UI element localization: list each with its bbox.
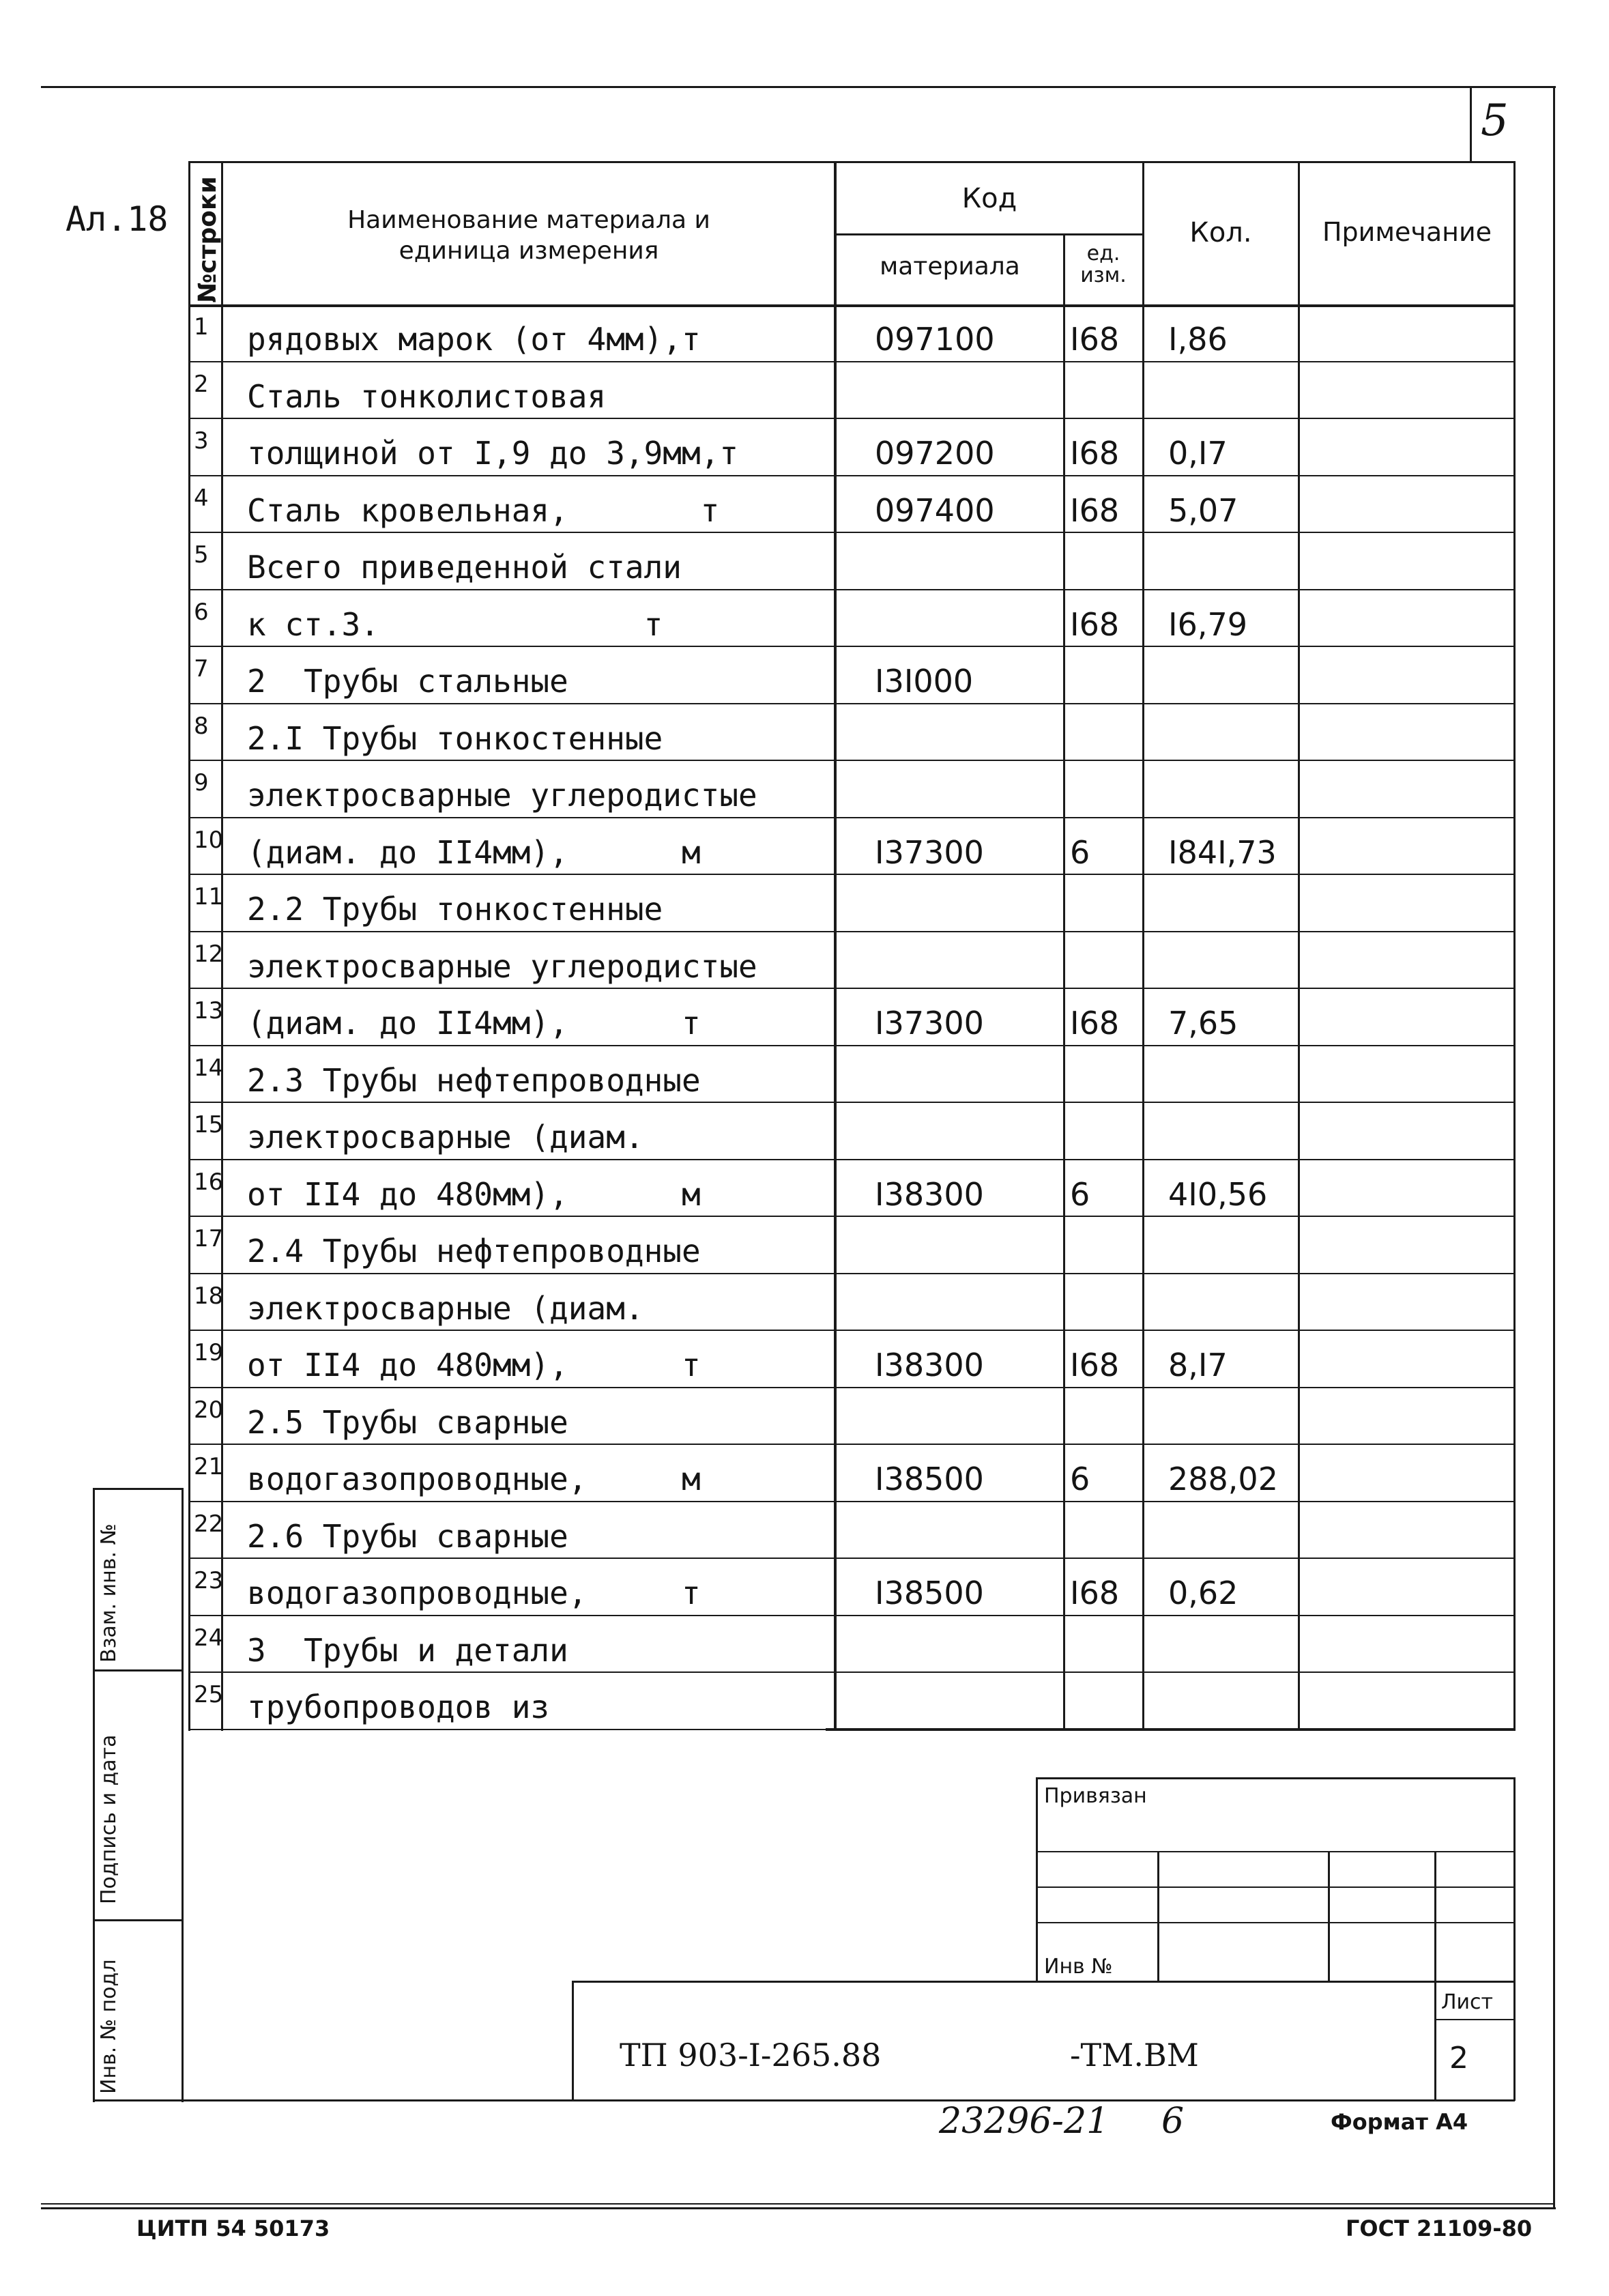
unit-code: I68 bbox=[1070, 1347, 1120, 1383]
row-number: 11 bbox=[194, 883, 224, 910]
row-number: 9 bbox=[194, 769, 209, 797]
row-number: 5 bbox=[194, 541, 209, 569]
row-number: 19 bbox=[194, 1339, 224, 1366]
stamp-replacement-inventory: Взам. инв. № bbox=[97, 1523, 121, 1663]
material-name: от II4 до 480мм), м bbox=[247, 1175, 701, 1213]
header-material-name: Наименование материала и единица измерения bbox=[347, 206, 710, 265]
material-name: 2.2 Трубы тонкостенные bbox=[247, 891, 663, 928]
row-number: 15 bbox=[194, 1111, 224, 1138]
unit-code: I68 bbox=[1070, 321, 1120, 358]
material-code: 097100 bbox=[875, 321, 995, 358]
material-name: 2.I Трубы тонкостенные bbox=[247, 719, 663, 757]
material-code: I38500 bbox=[875, 1575, 984, 1611]
table-row bbox=[0, 534, 1609, 591]
table-row bbox=[0, 363, 1609, 420]
unit-code: I68 bbox=[1070, 1005, 1120, 1042]
material-name: электросварные (диам. bbox=[247, 1289, 644, 1327]
paper-format: Формат А4 bbox=[1331, 2109, 1468, 2135]
material-name: Сталь тонколистовая bbox=[247, 377, 607, 415]
material-name: водогазопроводные, т bbox=[247, 1575, 701, 1611]
row-number: 7 bbox=[194, 655, 209, 683]
row-number: 16 bbox=[194, 1168, 224, 1196]
row-number: 22 bbox=[194, 1510, 224, 1538]
unit-code: 6 bbox=[1070, 833, 1090, 871]
table-row bbox=[0, 1446, 1609, 1503]
material-name: Всего приведенной стали bbox=[247, 549, 682, 586]
page-number: 5 bbox=[1481, 96, 1509, 146]
table-row bbox=[0, 1218, 1609, 1275]
quantity: I,86 bbox=[1168, 321, 1228, 358]
gost-reference: ГОСТ 21109-80 bbox=[1346, 2215, 1533, 2241]
row-number: 25 bbox=[194, 1681, 224, 1708]
quantity: I84I,73 bbox=[1168, 833, 1277, 871]
header-note: Примечание bbox=[1322, 217, 1492, 247]
table-row bbox=[0, 1104, 1609, 1161]
material-code: I38300 bbox=[875, 1175, 984, 1213]
material-name: 2 Трубы стальные bbox=[247, 663, 568, 700]
row-number: 3 bbox=[194, 427, 209, 455]
header-code-unit: ед. изм. bbox=[1080, 242, 1127, 287]
row-number: 18 bbox=[194, 1282, 224, 1310]
album-number: 23296-21 bbox=[939, 2101, 1110, 2142]
table-row bbox=[0, 819, 1609, 876]
material-name: электросварные углеродистые bbox=[247, 777, 757, 814]
table-row bbox=[0, 1674, 1609, 1731]
row-number: 4 bbox=[194, 484, 209, 512]
row-number: 17 bbox=[194, 1225, 224, 1252]
material-name: толщиной от I,9 до 3,9мм,т bbox=[247, 435, 739, 472]
table-row bbox=[0, 1617, 1609, 1674]
table-row bbox=[0, 990, 1609, 1047]
row-number: 6 bbox=[194, 598, 209, 626]
table-row bbox=[0, 933, 1609, 990]
sheet-number: 2 bbox=[1449, 2041, 1468, 2076]
material-name: от II4 до 480мм), т bbox=[247, 1347, 701, 1383]
material-code: I38500 bbox=[875, 1461, 984, 1497]
table-row bbox=[0, 1332, 1609, 1389]
table-row bbox=[0, 762, 1609, 819]
quantity: I6,79 bbox=[1168, 605, 1247, 643]
material-name: 3 Трубы и детали bbox=[247, 1631, 568, 1669]
material-name: 2.4 Трубы нефтепроводные bbox=[247, 1233, 701, 1269]
quantity: 288,02 bbox=[1168, 1461, 1278, 1497]
row-number: 12 bbox=[194, 940, 224, 968]
document-code: ТП 903-I-265.88 bbox=[620, 2037, 882, 2073]
quantity: 5,07 bbox=[1168, 491, 1238, 529]
material-name: к ст.3. т bbox=[247, 605, 663, 643]
row-number: 13 bbox=[194, 997, 224, 1024]
organization-code: ЦИТП 54 50173 bbox=[136, 2215, 330, 2241]
material-code: I37300 bbox=[875, 833, 984, 871]
table-row bbox=[0, 648, 1609, 705]
table-row bbox=[0, 705, 1609, 762]
table-row bbox=[0, 306, 1609, 363]
material-name: (диам. до II4мм), м bbox=[247, 833, 701, 871]
unit-code: I68 bbox=[1070, 435, 1120, 472]
material-code: 097200 bbox=[875, 435, 995, 472]
row-number: 24 bbox=[194, 1624, 224, 1652]
material-name: Сталь кровельная, т bbox=[247, 491, 720, 529]
row-number: 2 bbox=[194, 370, 209, 398]
material-name: электросварные (диам. bbox=[247, 1119, 644, 1156]
stamp-signature-date: Подпись и дата bbox=[97, 1734, 121, 1904]
material-name: рядовых марок (от 4мм),т bbox=[247, 321, 701, 358]
material-name: 2.3 Трубы нефтепроводные bbox=[247, 1061, 701, 1099]
quantity: 4I0,56 bbox=[1168, 1175, 1268, 1213]
row-number: 1 bbox=[194, 313, 209, 341]
row-number: 10 bbox=[194, 826, 224, 854]
table-row bbox=[0, 591, 1609, 648]
material-name: 2.6 Трубы сварные bbox=[247, 1517, 568, 1555]
tied-to-label: Привязан bbox=[1044, 1784, 1147, 1808]
material-code: I3I000 bbox=[875, 663, 974, 700]
material-code: I37300 bbox=[875, 1005, 984, 1042]
quantity: 7,65 bbox=[1168, 1005, 1238, 1042]
row-number: 23 bbox=[194, 1567, 224, 1594]
quantity: 0,I7 bbox=[1168, 435, 1228, 472]
sheet-reference: Ал.18 bbox=[66, 199, 169, 239]
row-number: 14 bbox=[194, 1054, 224, 1082]
sheet-label: Лист bbox=[1441, 1990, 1494, 2014]
unit-code: I68 bbox=[1070, 605, 1120, 643]
stamp-original-inventory: Инв. № подл bbox=[97, 1959, 121, 2094]
inventory-number-label: Инв № bbox=[1044, 1955, 1113, 1979]
unit-code: 6 bbox=[1070, 1175, 1090, 1213]
unit-code: I68 bbox=[1070, 1575, 1120, 1611]
material-code: 097400 bbox=[875, 491, 995, 529]
header-row-number: №строки bbox=[194, 176, 222, 303]
table-row bbox=[0, 1161, 1609, 1218]
table-row bbox=[0, 420, 1609, 477]
header-code: Код bbox=[961, 183, 1017, 214]
table-row bbox=[0, 1389, 1609, 1446]
row-number: 20 bbox=[194, 1396, 224, 1424]
row-number: 8 bbox=[194, 712, 209, 740]
table-row bbox=[0, 876, 1609, 933]
quantity: 0,62 bbox=[1168, 1575, 1238, 1611]
material-name: (диам. до II4мм), т bbox=[247, 1005, 701, 1042]
material-name: электросварные углеродистые bbox=[247, 947, 757, 985]
material-code: I38300 bbox=[875, 1347, 984, 1383]
material-name: водогазопроводные, м bbox=[247, 1461, 701, 1497]
table-row bbox=[0, 1560, 1609, 1617]
document-code-suffix: -ТМ.ВМ bbox=[1070, 2037, 1199, 2073]
header-code-material: материала bbox=[880, 253, 1020, 281]
table-row bbox=[0, 1275, 1609, 1332]
material-name: 2.5 Трубы сварные bbox=[247, 1403, 568, 1441]
table-row bbox=[0, 1047, 1609, 1104]
quantity: 8,I7 bbox=[1168, 1347, 1228, 1383]
album-sheet: 6 bbox=[1161, 2101, 1185, 2142]
material-name: трубопроводов из bbox=[247, 1689, 550, 1725]
unit-code: 6 bbox=[1070, 1461, 1090, 1497]
table-row bbox=[0, 1503, 1609, 1560]
unit-code: I68 bbox=[1070, 491, 1120, 529]
row-number: 21 bbox=[194, 1453, 224, 1480]
header-quantity: Кол. bbox=[1189, 217, 1252, 248]
table-row bbox=[0, 477, 1609, 534]
